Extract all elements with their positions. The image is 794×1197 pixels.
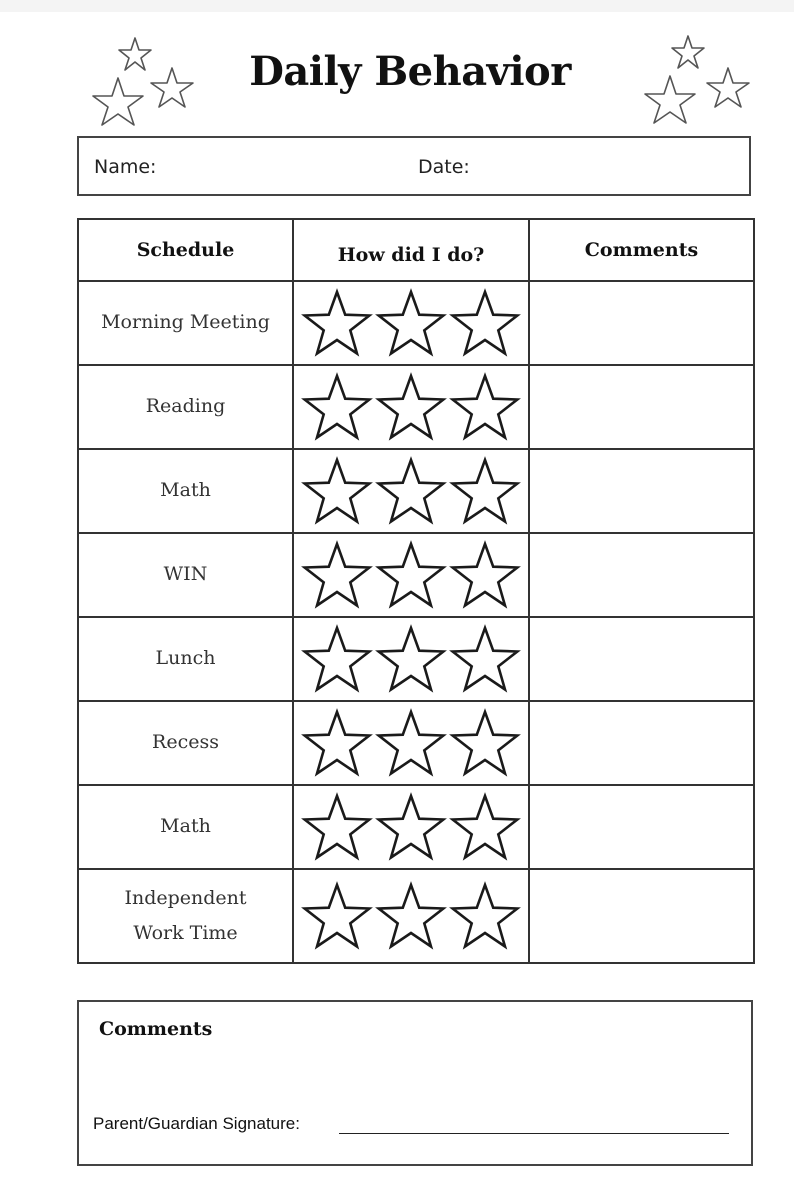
date-label: Date: (418, 156, 470, 178)
star-sketch-icon (707, 68, 749, 107)
decorative-stars-right (636, 30, 760, 134)
comment-cell[interactable] (529, 869, 754, 963)
rating-stars (300, 708, 522, 778)
table-row (78, 449, 754, 533)
star-outline-icon[interactable] (305, 712, 370, 774)
comment-cell[interactable] (529, 449, 754, 533)
activity-cell: Math (78, 785, 293, 869)
rating-stars-cell[interactable] (293, 701, 529, 785)
table-row (78, 785, 754, 869)
signature-label: Parent/Guardian Signature: (93, 1114, 300, 1133)
star-outline-icon[interactable] (453, 628, 518, 690)
rating-stars (300, 792, 522, 862)
comments-header: Comments (529, 219, 754, 281)
star-outline-icon[interactable] (453, 796, 518, 858)
star-outline-icon[interactable] (305, 885, 370, 947)
activity-cell: Recess (78, 701, 293, 785)
schedule-header: Schedule (78, 219, 293, 281)
star-outline-icon[interactable] (453, 885, 518, 947)
table-row (78, 617, 754, 701)
comment-cell[interactable] (529, 281, 754, 365)
activity-cell: Lunch (78, 617, 293, 701)
rating-stars (300, 540, 522, 610)
rating-stars-cell[interactable] (293, 869, 529, 963)
name-label: Name: (94, 156, 157, 178)
comment-cell[interactable] (529, 785, 754, 869)
rating-stars-cell[interactable] (293, 281, 529, 365)
rating-stars-cell[interactable] (293, 365, 529, 449)
rating-stars (300, 881, 522, 951)
star-outline-icon[interactable] (379, 796, 444, 858)
page-title: Daily Behavior (249, 48, 571, 95)
table-row (78, 869, 754, 963)
table-header-row (78, 219, 754, 281)
table-row (78, 365, 754, 449)
star-outline-icon[interactable] (453, 712, 518, 774)
comments-box (77, 1000, 753, 1166)
rating-stars (300, 624, 522, 694)
star-sketch-icon (672, 36, 704, 68)
table-row (78, 701, 754, 785)
activity-cell: Reading (78, 365, 293, 449)
star-sketch-icon (151, 68, 193, 107)
star-outline-icon[interactable] (305, 796, 370, 858)
star-sketch-icon (119, 38, 151, 70)
decorative-stars-left (84, 30, 208, 134)
rating-stars-cell[interactable] (293, 449, 529, 533)
comment-cell[interactable] (529, 701, 754, 785)
star-outline-icon[interactable] (379, 460, 444, 522)
star-outline-icon[interactable] (453, 544, 518, 606)
star-outline-icon[interactable] (379, 712, 444, 774)
activity-cell: Morning Meeting (78, 281, 293, 365)
comment-cell[interactable] (529, 365, 754, 449)
star-sketch-icon (93, 78, 143, 125)
activity-cell: WIN (78, 533, 293, 617)
rating-stars-cell[interactable] (293, 617, 529, 701)
rating-stars-cell[interactable] (293, 533, 529, 617)
signature-line[interactable] (339, 1133, 729, 1134)
star-outline-icon[interactable] (379, 885, 444, 947)
rating-stars (300, 288, 522, 358)
activity-line: Work Time (133, 922, 238, 944)
rating-stars (300, 372, 522, 442)
comments-title: Comments (99, 1018, 213, 1040)
star-outline-icon[interactable] (305, 628, 370, 690)
activity-line: Independent (124, 886, 247, 909)
star-outline-icon[interactable] (453, 376, 518, 438)
page-top-strip (0, 0, 794, 12)
star-outline-icon[interactable] (453, 292, 518, 354)
rating-stars-cell[interactable] (293, 785, 529, 869)
activity-cell: Math (78, 449, 293, 533)
name-date-box (77, 136, 751, 196)
star-outline-icon[interactable] (305, 292, 370, 354)
star-outline-icon[interactable] (453, 460, 518, 522)
star-outline-icon[interactable] (305, 460, 370, 522)
star-sketch-icon (645, 76, 695, 123)
star-outline-icon[interactable] (379, 292, 444, 354)
star-outline-icon[interactable] (379, 544, 444, 606)
star-outline-icon[interactable] (379, 376, 444, 438)
comment-cell[interactable] (529, 617, 754, 701)
schedule-table (77, 218, 755, 964)
comment-cell[interactable] (529, 533, 754, 617)
rating-stars (300, 456, 522, 526)
star-outline-icon[interactable] (305, 544, 370, 606)
table-row (78, 281, 754, 365)
activity-cell (78, 869, 293, 963)
star-outline-icon[interactable] (305, 376, 370, 438)
rating-header: How did I do? (293, 219, 529, 281)
table-row (78, 533, 754, 617)
star-outline-icon[interactable] (379, 628, 444, 690)
